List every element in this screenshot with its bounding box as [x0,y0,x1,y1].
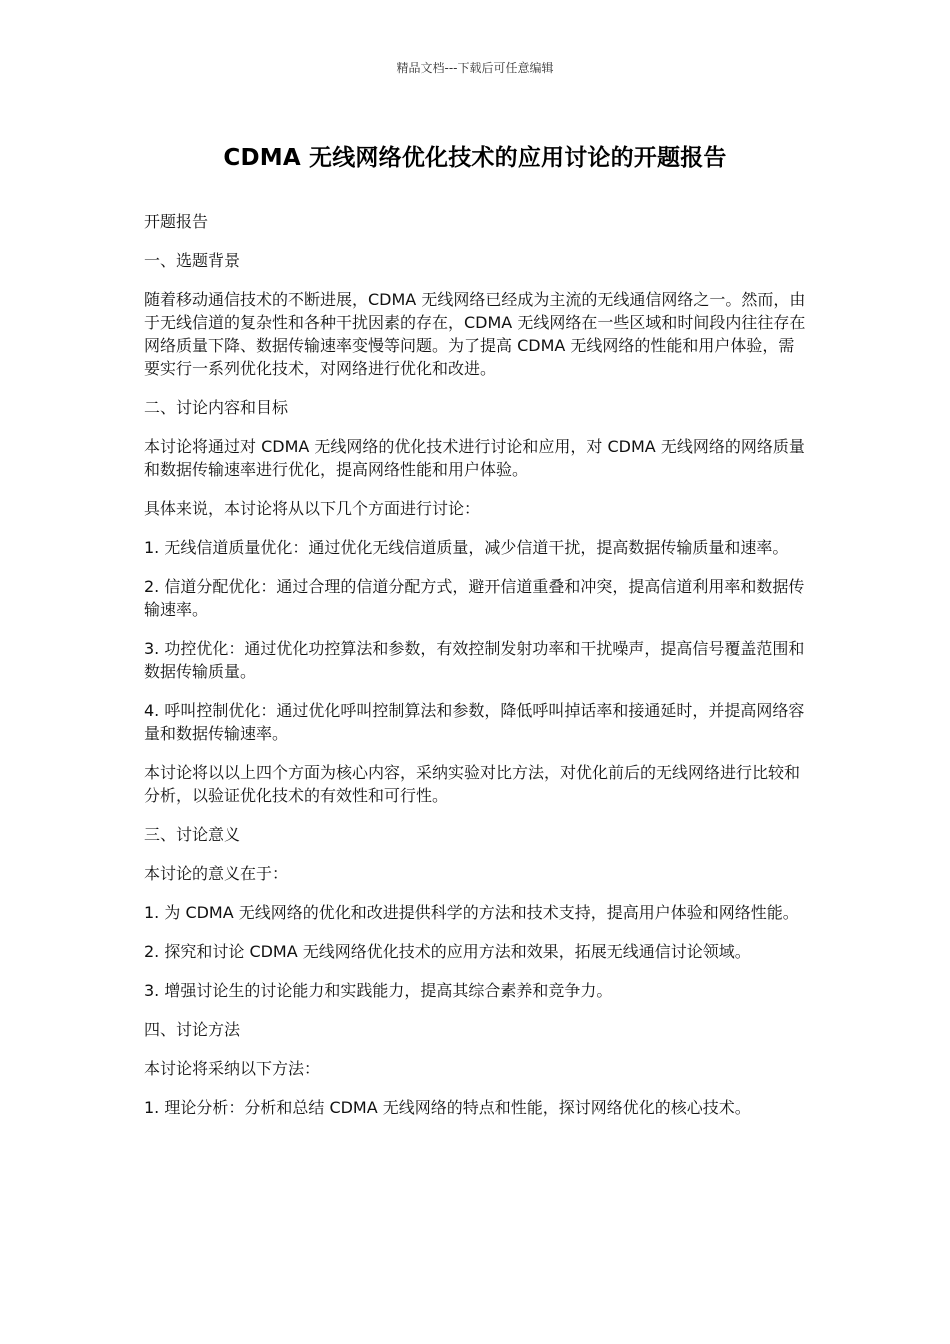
list-item: 4. 呼叫控制优化：通过优化呼叫控制算法和参数，降低呼叫掉话率和接通延时，并提高网络容量和数据传输速率。 [144,701,805,743]
list-item: 1. 理论分析：分析和总结 CDMA 无线网络的特点和性能，探讨网络优化的核心技术。 [144,1098,751,1117]
section-heading: 四、讨论方法 [144,1020,241,1039]
header-note: 精品文档---下载后可任意编辑 [396,61,554,75]
paragraph: 本讨论将采纳以下方法： [144,1059,321,1078]
list-item: 2. 探究和讨论 CDMA 无线网络优化技术的应用方法和效果，拓展无线通信讨论领域。 [144,942,751,961]
list-item: 2. 信道分配优化：通过合理的信道分配方式，避开信道重叠和冲突，提高信道利用率和数据传输速率。 [144,577,805,619]
list-item: 3. 功控优化：通过优化功控算法和参数，有效控制发射功率和干扰噪声，提高信号覆盖范围和数据传输质量。 [144,639,805,681]
list-item: 1. 为 CDMA 无线网络的优化和改进提供科学的方法和技术支持，提高用户体验和网络性能。 [144,903,799,922]
section-heading: 二、讨论内容和目标 [144,398,289,417]
paragraph: 本讨论的意义在于： [144,864,289,883]
list-item: 3. 增强讨论生的讨论能力和实践能力，提高其综合素养和竞争力。 [144,981,613,1000]
paragraph: 本讨论将通过对 CDMA 无线网络的优化技术进行讨论和应用，对 CDMA 无线网络的网络质量和数据传输速率进行优化，提高网络性能和用户体验。 [144,437,805,479]
section-heading: 一、选题背景 [144,251,241,270]
paragraph: 随着移动通信技术的不断进展，CDMA 无线网络已经成为主流的无线通信网络之一。然而，由于无线信道的复杂性和各种干扰因素的存在，CDMA 无线网络在一些区域和时间段内往往存在网络质量下降、数据传输速率变慢等问题。为了提高 CDMA 无线网络的性能和用户体验，需要实行一系列优化技术，对网络进行优化和改进。 [144,290,806,378]
section-heading: 三、讨论意义 [144,825,241,844]
paragraph: 具体来说，本讨论将从以下几个方面进行讨论： [144,499,481,518]
document-body [144,210,808,1135]
paragraph: 本讨论将以以上四个方面为核心内容，采纳实验对比方法，对优化前后的无线网络进行比较和分析，以验证优化技术的有效性和可行性。 [144,763,801,805]
list-item: 1. 无线信道质量优化：通过优化无线信道质量，减少信道干扰，提高数据传输质量和速率。 [144,538,789,557]
document-title: CDMA 无线网络优化技术的应用讨论的开题报告 [223,145,727,171]
paragraph: 开题报告 [144,212,209,231]
